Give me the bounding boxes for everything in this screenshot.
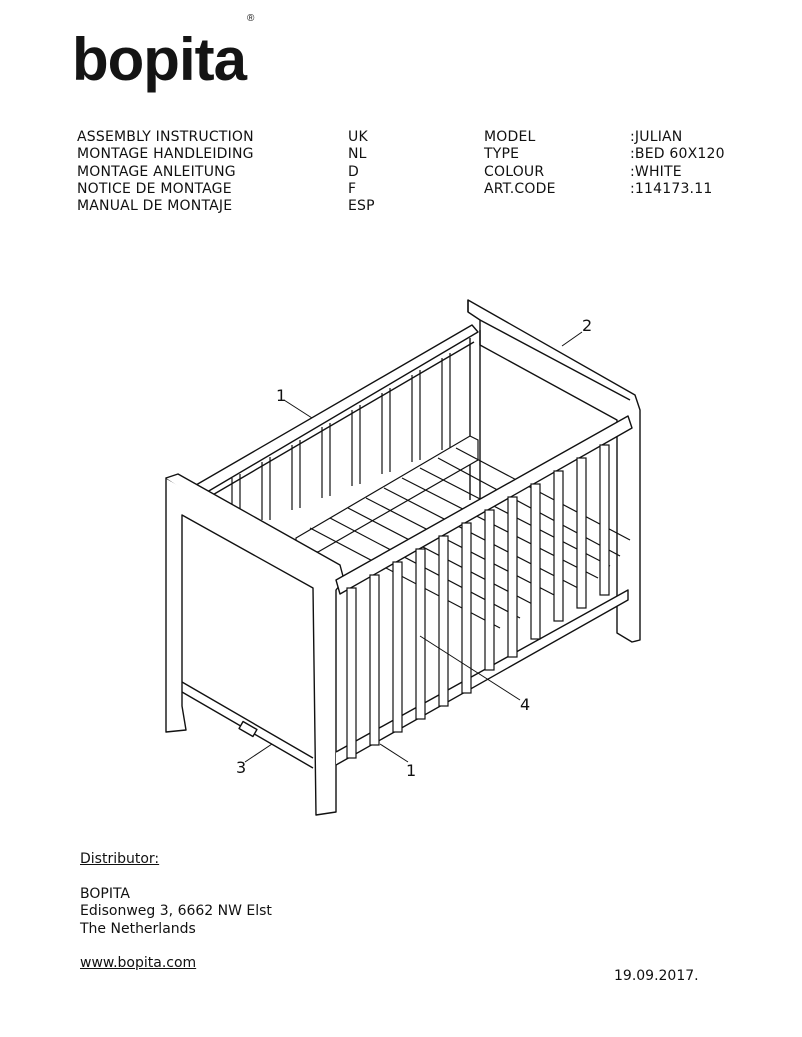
artcode-value: :114173.11 [630,180,713,197]
distributor-company: BOPITA [80,885,130,902]
title-uk: ASSEMBLY INSTRUCTION [77,129,254,145]
callout-end-panel-left: 3 [236,758,247,777]
distributor-heading: Distributor: [80,851,160,867]
title-f: NOTICE DE MONTAGE [77,180,232,197]
language-codes [348,129,375,215]
title-nl: MONTAGE HANDLEIDING [77,146,254,163]
callout-side-rail-back: 1 [276,386,287,405]
crib-illustration [150,290,650,830]
code-d: D [348,163,359,180]
registered-mark: ® [246,13,254,24]
title-d: MONTAGE ANLEITUNG [77,163,236,180]
model-label: MODEL [484,129,536,145]
type-value: :BED 60X120 [630,146,725,163]
title-esp: MANUAL DE MONTAJE [77,198,233,215]
brand-logo [72,13,254,93]
callout-end-panel-right: 2 [582,316,593,335]
brand-name: bopita [72,26,246,93]
distributor-block [80,851,272,973]
artcode-label: ART.CODE [484,180,556,197]
code-esp: ESP [348,198,375,215]
product-values [630,129,725,198]
code-f: F [348,180,357,197]
code-nl: NL [348,146,367,163]
callout-mattress-base: 4 [520,695,531,714]
colour-label: COLOUR [484,163,545,180]
website-link[interactable]: www.bopita.com [80,955,197,971]
distributor-country: The Netherlands [80,920,196,937]
type-label: TYPE [484,146,520,163]
distributor-address: Edisonweg 3, 6662 NW Elst [80,903,272,919]
callout-side-rail-front: 1 [406,761,417,780]
document-date: 19.09.2017. [614,968,699,984]
instruction-titles [77,129,254,215]
product-labels [484,129,556,198]
model-value: :JULIAN [630,129,683,145]
code-uk: UK [348,129,368,145]
colour-value: :WHITE [630,163,682,180]
